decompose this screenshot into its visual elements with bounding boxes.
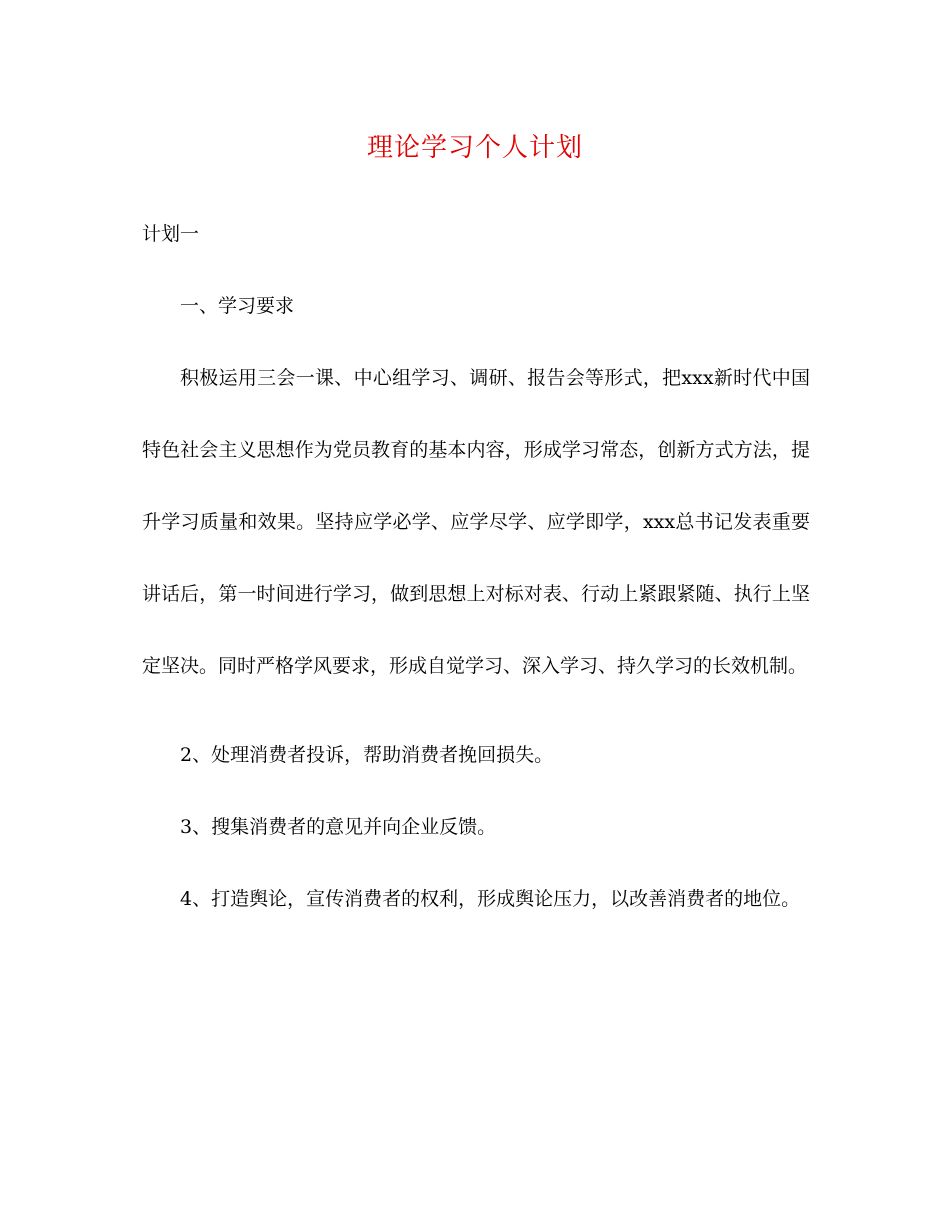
list-item-3: 3、搜集消费者的意见并向企业反馈。 [180,816,497,838]
list-item-4: 4、打造舆论，宣传消费者的权利，形成舆论压力，以改善消费者的地位。 [180,888,801,910]
paragraph-study-requirements: 积极运用三会一课、中心组学习、调研、报告会等形式，把xxx新时代中国特色社会主义思想作为党员教育的基本内容，形成学习常态，创新方式方法，提升学习质量和效果。坚持应学必学、应学尽学、应学即学，xxx总书记发表重要讲话后，第一时间进行学习，做到思想上对标对表、行动上紧跟紧随、执行上坚定坚决。同时严格学风要求，形成自觉学习、深入学习、持久学习的长效机制。 [142,367,810,677]
list-item-2: 2、处理消费者投诉，帮助消费者挽回损失。 [180,744,554,766]
document-body [142,215,810,935]
document-title: 理论学习个人计划 [366,133,583,163]
section-label: 计划一 [142,223,200,245]
heading-study-requirements: 一、学习要求 [180,295,295,317]
